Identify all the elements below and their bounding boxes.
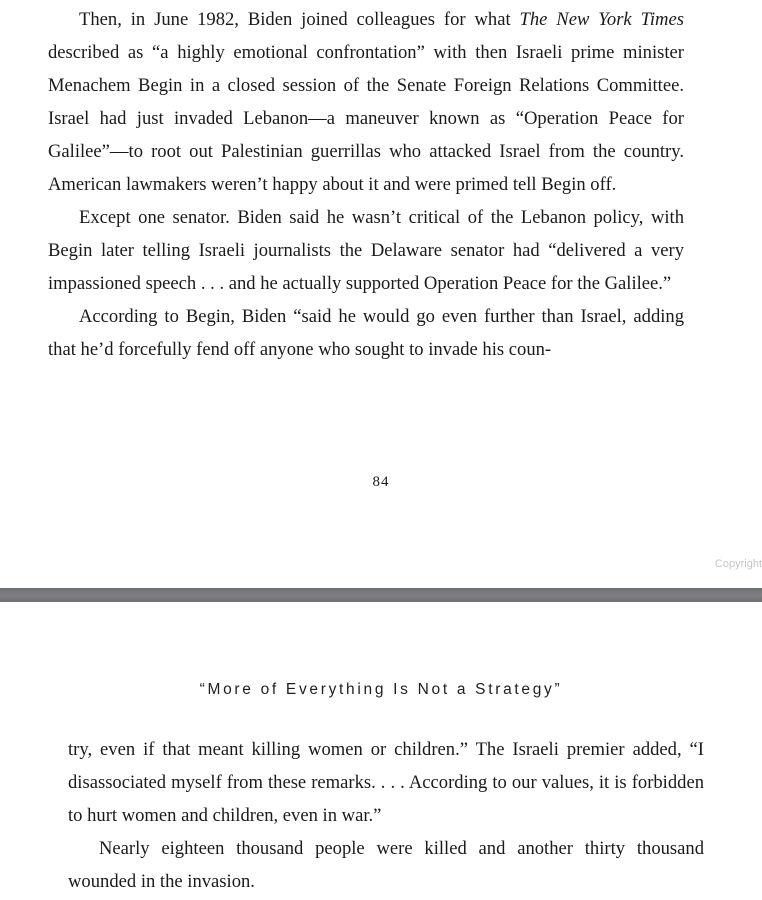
paragraph-2: Except one senator. Biden said he wasn’t critical of the Lebanon policy, with Begin later telling Israeli journalists the Delaware senator had “delivered a very impassioned speech . . . and he actually supported Operation Peace for the Galilee.” bbox=[48, 207, 684, 294]
paragraph-continuation: try, even if that meant killing women or children.” The Israeli premier added, “I disassociated myself from these remarks. . . . According to our values, it is forbidden to hurt women and children, even in war.” bbox=[68, 739, 704, 826]
paragraph-1-after: described as “a highly emotional confrontation” with then Israeli prime minister Menachem Begin in a closed session of the Senate Foreign Relations Committee. Israel had just invaded Lebanon—a maneuver known as “Operation Peace for Galilee”—to root out Palestinian guerrillas who attacked Israel from the country. American lawmakers weren’t happy about it and were primed tell Begin off. bbox=[48, 42, 684, 195]
paragraph-1 bbox=[48, 3, 684, 201]
paragraph-1-before: Then, in June 1982, Biden joined colleagues for what bbox=[79, 9, 520, 30]
book-page-bottom bbox=[0, 602, 762, 900]
page-divider bbox=[0, 588, 762, 602]
body-text-top bbox=[48, 3, 684, 366]
publication-title: The New York Times bbox=[519, 9, 684, 30]
copyright-watermark: Copyright bbox=[714, 558, 762, 570]
running-head: “More of Everything Is Not a Strategy” bbox=[199, 681, 563, 698]
body-text-bottom bbox=[68, 733, 704, 898]
paragraph-4: Nearly eighteen thousand people were killed and another thirty thousand wounded in the invasion. bbox=[68, 838, 704, 892]
page-number: 84 bbox=[372, 474, 390, 490]
paragraph-3: According to Begin, Biden “said he would go even further than Israel, adding that he’d forcefully fend off anyone who sought to invade his coun- bbox=[48, 306, 684, 360]
